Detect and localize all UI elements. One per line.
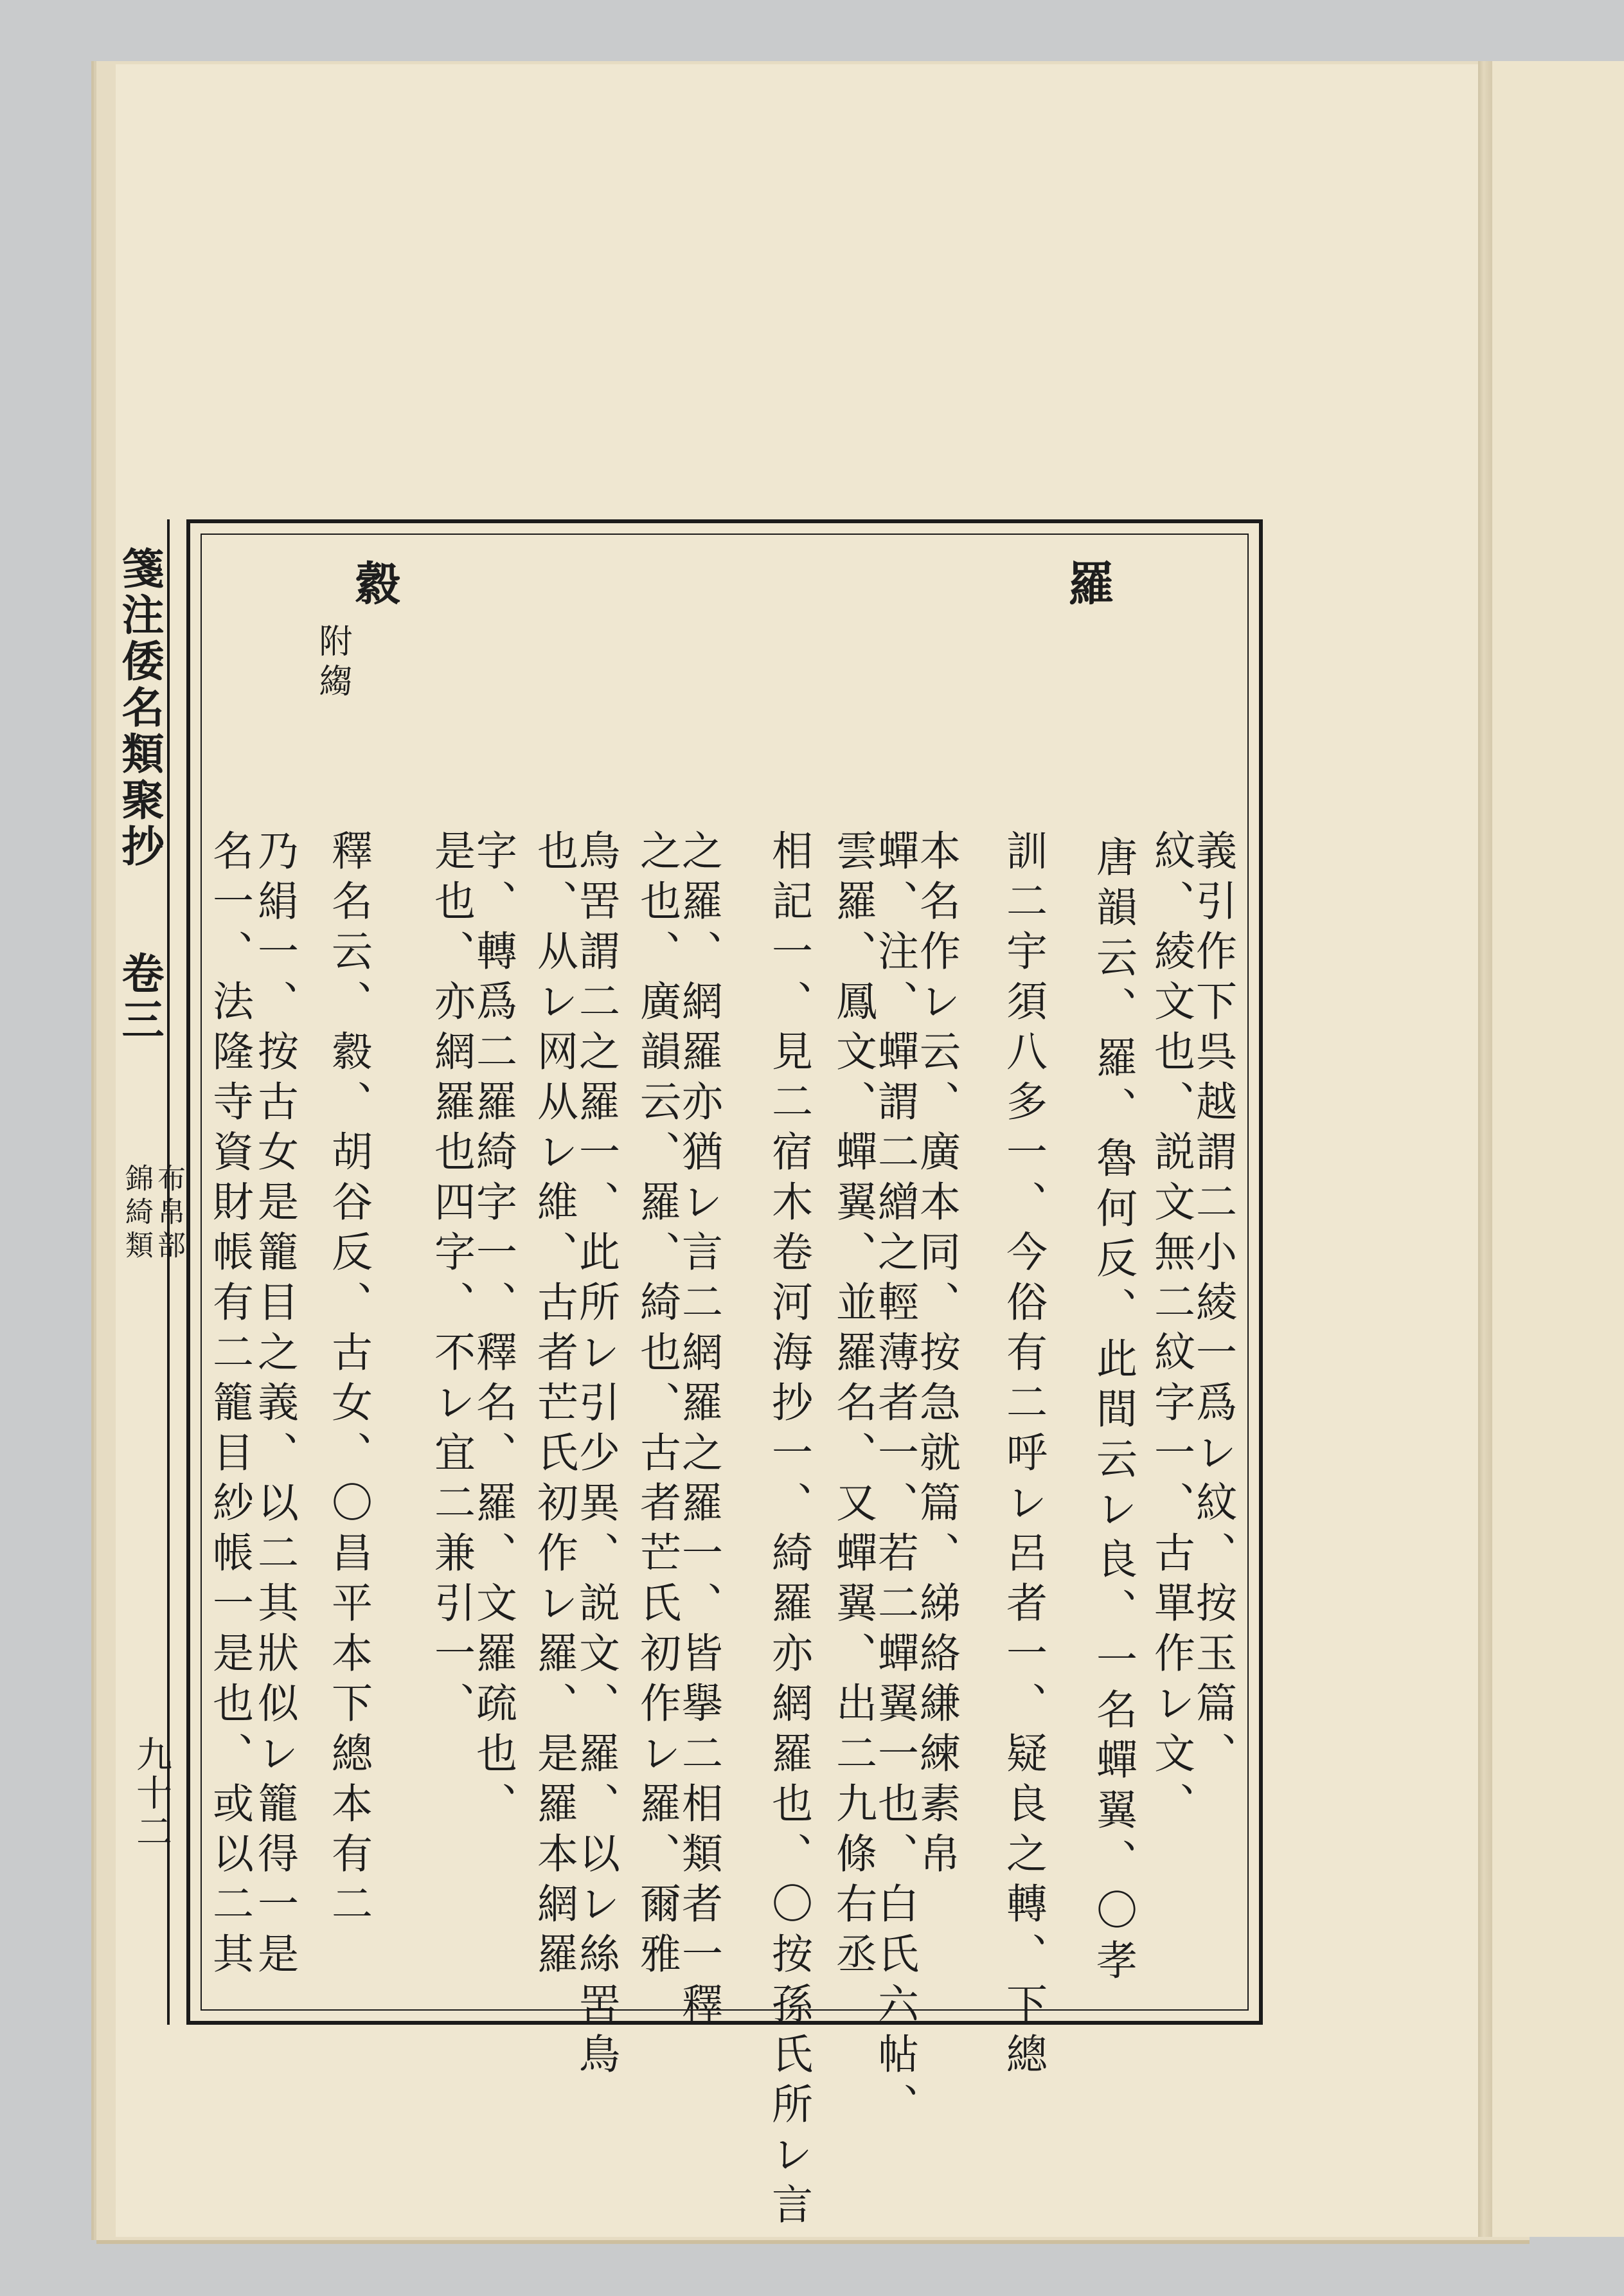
book-gutter bbox=[1478, 61, 1492, 2237]
text-column: 鳥罟謂二之羅一、此所レ引少異、説文、羅、以レ絲罟鳥 bbox=[572, 829, 620, 2083]
entry-subheading: 附縐 bbox=[313, 623, 352, 703]
text-column: 訓二宇須八多一、今俗有二呼レ呂者一、疑良之轉、下總 bbox=[999, 829, 1047, 2083]
text-column: 義引作下呉越謂二小綾一爲レ紋、按玉篇、 bbox=[1189, 829, 1236, 1782]
volume-label: 卷三 bbox=[114, 951, 165, 1044]
text-column: 之也、廣韻云、羅、綺也、古者芒氏初作レ羅、爾雅 bbox=[633, 829, 681, 1982]
text-column: 是也、亦網羅也四字、不レ宜二兼引一、 bbox=[427, 829, 475, 1732]
text-column: 相記一、見二宿木卷河海抄一、綺羅亦網羅也、〇按孫氏所レ言 bbox=[765, 829, 812, 2233]
page-number: 九十二 bbox=[130, 1735, 172, 1851]
text-column: 紋、綾文也、説文無二紋字一、古單作レ文、 bbox=[1147, 829, 1195, 1832]
book-title: 箋注倭名類聚抄 bbox=[114, 546, 165, 870]
text-column: 字、轉爲二羅綺字一、釋名、羅、文羅疏也、 bbox=[469, 829, 517, 1832]
text-column: 釋名云、縠、胡谷反、古女、〇昌平本下總本有二 bbox=[325, 829, 372, 1932]
text-column: 雲羅、鳳文、蟬翼、並羅名、又蟬翼、出二九條右丞 bbox=[829, 829, 877, 1982]
section-label: 布帛部 bbox=[152, 1163, 185, 1264]
facing-page-edge bbox=[1492, 61, 1624, 2237]
text-column: 唐韻云、羅、魯何反、此間云レ良、一名蟬翼、〇孝 bbox=[1089, 836, 1137, 1989]
text-column: 之羅、網羅亦猶レ言二網羅之羅一、皆擧二相類者一釋 bbox=[675, 829, 722, 2032]
entry-heading-ra: 羅 bbox=[1060, 559, 1115, 605]
text-column: 名一、法隆寺資財帳有二籠目紗帳一是也、或以二其 bbox=[206, 829, 253, 1982]
entry-heading-koku: 縠 bbox=[347, 559, 402, 605]
text-column: 本名作レ云、廣本同、按急就篇、綈絡縑練素帛 bbox=[913, 829, 960, 1882]
text-column: 蟬、注、蟬謂二繒之輕薄者一、若二蟬翼一也、白氏六帖、 bbox=[871, 829, 918, 2133]
category-label: 錦綺類 bbox=[120, 1163, 153, 1264]
text-column: 也、从レ网从レ維、古者芒氏初作レ羅、是羅本網羅 bbox=[530, 829, 578, 1982]
text-column: 乃絹一、按古女是籠目之義、以二其狀似レ籠得一是 bbox=[251, 829, 298, 1982]
